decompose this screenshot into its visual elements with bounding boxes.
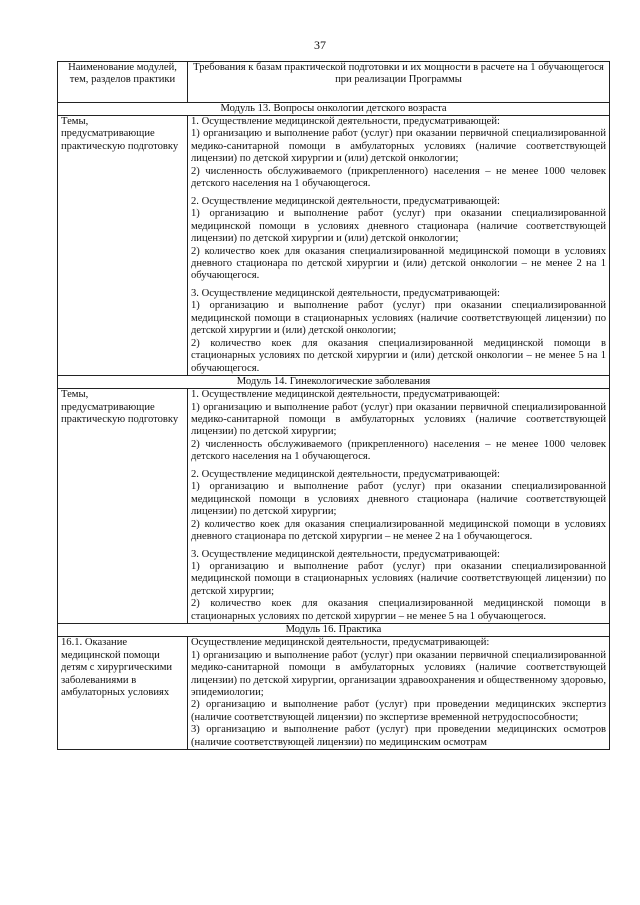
requirement-line: 2. Осуществление медицинской деятельности, предусматривающей: — [191, 195, 500, 207]
module-row — [58, 103, 610, 116]
module-title: Модуль 16. Практика — [58, 624, 610, 637]
requirement-line: 2) организацию и выполнение работ (услуг) при проведении медицинских экспертиз (наличие соответствующей лицензии) по экспертизе временной нетрудоспособности; — [191, 699, 606, 723]
requirement-line: 1) организацию и выполнение работ (услуг) при оказании первичной специализированной медико-санитарной помощи в амбулаторных условиях (наличие соответствующей лицензии) по детской хирургии, организации здравоохранения и общественному здоровью, эпидемиологии; — [191, 649, 606, 699]
requirements-cell — [188, 389, 610, 624]
topic-cell: 16.1. Оказание медицинской помощи детям с хирургическими заболеваниями в амбулаторных условиях — [58, 637, 188, 750]
table-row — [58, 389, 610, 624]
topic-cell: Темы, предусматривающие практическую подготовку — [58, 116, 188, 376]
requirement-line: 2) количество коек для оказания специализированной медицинской помощи в условиях дневного стационара по детской хирургии и (или) детской онкологии – не менее 2 на 1 обучающегося. — [191, 245, 606, 282]
requirement-line: 3. Осуществление медицинской деятельности, предусматривающей: — [191, 287, 500, 299]
requirement-block — [191, 549, 606, 624]
requirement-line: Осуществление медицинской деятельности, предусматривающей: — [191, 637, 490, 649]
table-row — [58, 637, 610, 750]
requirement-line: 2) количество коек для оказания специализированной медицинской помощи в стационарных условиях по детской хирургии – не менее 5 на 1 обучающегося. — [191, 598, 606, 622]
requirement-block — [191, 389, 606, 464]
requirement-line: 2) численность обслуживаемого (прикрепленного) населения – не менее 1000 человек детского населения на 1 обучающегося. — [191, 438, 606, 463]
requirement-line: 1) организацию и выполнение работ (услуг) при оказании специализированной медицинской помощи в стационарных условиях (наличие соответствующей лицензии) по детской хирургии; — [191, 560, 606, 597]
requirement-line: 1) организацию и выполнение работ (услуг) при оказании специализированной медицинской помощи в стационарных условиях (наличие соответствующей лицензии) по детской хирургии и (или) детской онкологии; — [191, 300, 606, 337]
requirement-line: 2) численность обслуживаемого (прикрепленного) населения – не менее 1000 человек детского населения на 1 обучающегося. — [191, 165, 606, 190]
requirement-block — [191, 637, 606, 749]
requirement-line: 2. Осуществление медицинской деятельности, предусматривающей: — [191, 468, 500, 480]
requirements-table — [57, 61, 610, 750]
module-row — [58, 376, 610, 389]
requirement-block — [191, 196, 606, 283]
requirement-line: 3) организацию и выполнение работ (услуг) при проведении медицинских осмотров (наличие соответствующей лицензии) по медицинским осмотрам — [191, 724, 606, 748]
module-row — [58, 624, 610, 637]
requirement-line: 1) организацию и выполнение работ (услуг) при оказании специализированной медицинской помощи в условиях дневного стационара (наличие соответствующей лицензии) по детской хирургии; — [191, 481, 606, 518]
requirement-line: 1. Осуществление медицинской деятельности, предусматривающей: — [191, 389, 500, 401]
header-col-modules: Наименование модулей, тем, разделов практики — [58, 62, 188, 103]
table-row — [58, 116, 610, 376]
requirement-block — [191, 288, 606, 375]
module-title: Модуль 13. Вопросы онкологии детского возраста — [58, 103, 610, 116]
page-number: 37 — [314, 38, 326, 52]
module-title: Модуль 14. Гинекологические заболевания — [58, 376, 610, 389]
requirement-line: 1. Осуществление медицинской деятельности, предусматривающей: — [191, 116, 500, 127]
requirement-line: 2) количество коек для оказания специализированной медицинской помощи в условиях дневного стационара по детской хирургии – не менее 2 на 1 обучающегося. — [191, 518, 606, 543]
requirement-line: 1) организацию и выполнение работ (услуг) при оказании первичной специализированной медико-санитарной помощи в амбулаторных условиях (наличие соответствующей лицензии) по детской хирургии и (или) детской онкологии; — [191, 128, 606, 165]
requirements-cell — [188, 637, 610, 750]
table-header-row — [58, 62, 610, 103]
requirement-line: 1) организацию и выполнение работ (услуг) при оказании первичной специализированной медико-санитарной помощи в амбулаторных условиях (наличие соответствующей лицензии) по детской хирургии; — [191, 401, 606, 438]
requirements-cell — [188, 116, 610, 376]
requirement-line: 1) организацию и выполнение работ (услуг) при оказании специализированной медицинской помощи в условиях дневного стационара (наличие соответствующей лицензии) по детской хирургии и (или) детской онкологии; — [191, 208, 606, 245]
requirement-line: 2) количество коек для оказания специализированной медицинской помощи в стационарных условиях по детской хирургии и (или) детской онкологии – не менее 5 на 1 обучающегося. — [191, 337, 606, 374]
requirement-line: 3. Осуществление медицинской деятельности, предусматривающей: — [191, 548, 500, 560]
requirement-block — [191, 469, 606, 544]
header-col-requirements: Требования к базам практической подготовки и их мощности в расчете на 1 обучающегося при реализации Программы — [188, 62, 610, 103]
topic-cell: Темы, предусматривающие практическую подготовку — [58, 389, 188, 624]
requirement-block — [191, 116, 606, 191]
